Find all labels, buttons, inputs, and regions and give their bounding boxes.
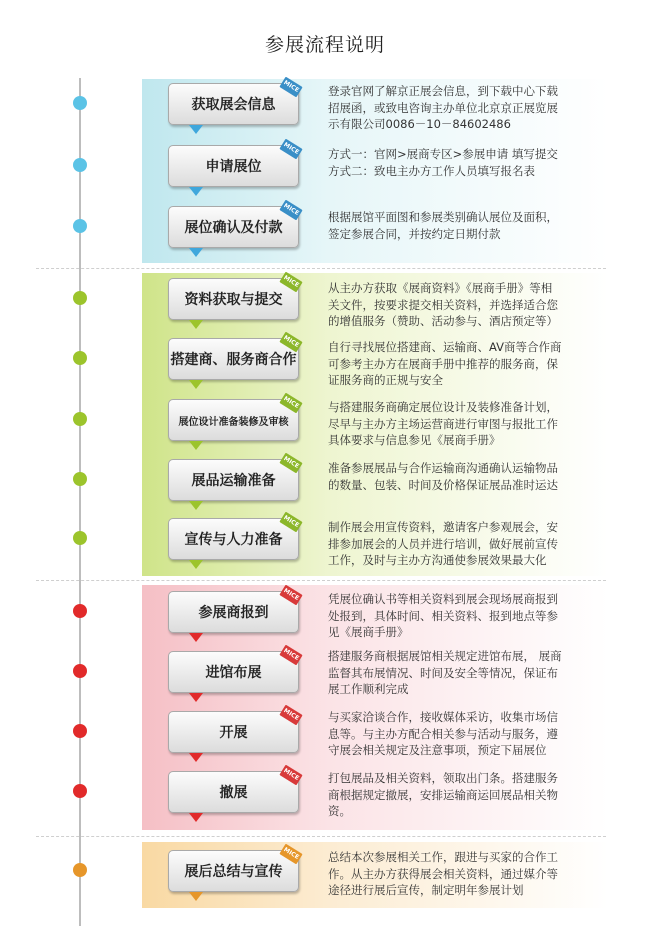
phase-divider xyxy=(36,268,606,269)
step-label: 资料获取与提交 xyxy=(184,292,283,308)
down-arrow-icon xyxy=(189,892,203,901)
step-label: 展后总结与宣传 xyxy=(184,864,283,880)
timeline-dot xyxy=(73,604,87,618)
mice-tag-icon: MICE xyxy=(279,512,302,533)
timeline-dot xyxy=(73,531,87,545)
mice-tag-icon: MICE xyxy=(279,705,302,726)
mice-tag-icon: MICE xyxy=(279,139,302,160)
timeline-dot xyxy=(73,291,87,305)
step-description: 从主办方获取《展商资料》《展商手册》等相 关文件，按要求提交相关资料，并选择适合您 的增值服务（赞助、活动参与、酒店预定等） xyxy=(328,281,558,328)
step-label: 宣传与人力准备 xyxy=(184,532,283,548)
down-arrow-icon xyxy=(189,125,203,134)
timeline-dot xyxy=(73,219,87,233)
page-title: 参展流程说明 xyxy=(264,34,385,56)
step-box[interactable] xyxy=(168,141,301,187)
timeline-dot xyxy=(73,863,87,877)
timeline-dot xyxy=(73,351,87,365)
step-description: 方式一：官网>展商专区>参展申请 填写提交 方式二：致电主办方工作人员填写报名表 xyxy=(328,147,558,178)
mice-tag-icon: MICE xyxy=(279,77,302,98)
mice-tag-icon: MICE xyxy=(279,453,302,474)
step-label: 开展 xyxy=(219,725,248,741)
down-arrow-icon xyxy=(189,380,203,389)
mice-tag-icon: MICE xyxy=(279,645,302,666)
mice-tag-icon: MICE xyxy=(279,844,302,865)
step-label: 进馆布展 xyxy=(205,665,262,681)
step-label: 参展商报到 xyxy=(198,605,269,621)
down-arrow-icon xyxy=(189,501,203,510)
step-description: 制作展会用宣传资料，邀请客户参观展会，安 排参加展会的人员并进行培训，做好展前宣传 工作，及时与主办方沟通使参展效果最大化 xyxy=(328,520,558,567)
step-description: 登录官网了解京正展会信息，到下载中心下载 招展函，或致电咨询主办单位北京京正展览展 示有限公司0086－10－84602486 xyxy=(328,84,558,131)
down-arrow-icon xyxy=(189,187,203,196)
mice-tag-icon: MICE xyxy=(279,200,302,221)
mice-tag-icon: MICE xyxy=(279,272,302,293)
step-box[interactable] xyxy=(168,846,301,892)
step-description: 与搭建服务商确定展位设计及装修准备计划， 尽早与主办方主场运营商进行审图与报批工作 具体要求与信息参见《展商手册》 xyxy=(328,400,558,447)
step-box[interactable] xyxy=(168,514,301,560)
down-arrow-icon xyxy=(189,753,203,762)
step-label: 展位确认及付款 xyxy=(184,220,283,236)
step-box[interactable] xyxy=(168,707,301,753)
step-box[interactable] xyxy=(168,455,301,501)
step-label: 展位设计准备装修及审核 xyxy=(178,416,289,428)
step-description: 凭展位确认书等相关资料到展会现场展商报到 处报到，具体时间、相关资料、报到地点等参 见《展商手册》 xyxy=(328,592,558,639)
down-arrow-icon xyxy=(189,441,203,450)
timeline-line xyxy=(79,78,81,926)
mice-tag-icon: MICE xyxy=(279,765,302,786)
step-description: 打包展品及相关资料，领取出门条。搭建服务 商根据规定撤展，安排运输商运回展品相关物 资。 xyxy=(328,771,558,818)
step-label: 撤展 xyxy=(219,785,248,801)
step-box[interactable] xyxy=(168,767,301,813)
step-label: 展品运输准备 xyxy=(191,473,276,489)
timeline-dot xyxy=(73,724,87,738)
down-arrow-icon xyxy=(189,248,203,257)
down-arrow-icon xyxy=(189,560,203,569)
phase-divider xyxy=(36,580,606,581)
step-box[interactable] xyxy=(168,334,301,380)
step-description: 总结本次参展相关工作，跟进与买家的合作工 作。从主办方获得展会相关资料，通过媒介等 途径进行展后宣传，制定明年参展计划 xyxy=(328,850,558,897)
step-box[interactable] xyxy=(168,395,301,441)
timeline-dot xyxy=(73,472,87,486)
down-arrow-icon xyxy=(189,633,203,642)
step-description: 与买家洽谈合作，接收媒体采访，收集市场信 息等。与主办方配合相关参与活动与服务，遵 守展会相关规定及注意事项，预定下届展位 xyxy=(328,710,558,757)
timeline-dot xyxy=(73,412,87,426)
down-arrow-icon xyxy=(189,693,203,702)
mice-tag-icon: MICE xyxy=(279,332,302,353)
step-description: 搭建服务商根据展馆相关规定进馆布展， 展商 监督其布展情况、时间及安全等情况，保证布 展工作顺利完成 xyxy=(328,649,562,696)
mice-tag-icon: MICE xyxy=(279,585,302,606)
step-box[interactable] xyxy=(168,647,301,693)
down-arrow-icon xyxy=(189,813,203,822)
step-description: 自行寻找展位搭建商、运输商、AV商等合作商 可参考主办方在展商手册中推荐的服务商，保 证服务商的正规与安全 xyxy=(328,340,562,387)
step-box[interactable] xyxy=(168,79,301,125)
down-arrow-icon xyxy=(189,320,203,329)
step-box[interactable] xyxy=(168,274,301,320)
step-description: 根据展馆平面图和参展类别确认展位及面积， 签定参展合同，并按约定日期付款 xyxy=(328,210,558,241)
step-label: 搭建商、服务商合作 xyxy=(170,352,297,368)
phase-divider xyxy=(36,836,606,837)
step-label: 获取展会信息 xyxy=(191,97,276,113)
timeline-dot xyxy=(73,784,87,798)
timeline-dot xyxy=(73,664,87,678)
step-description: 准备参展展品与合作运输商沟通确认运输物品 的数量、包装、时间及价格保证展品准时运达 xyxy=(328,461,558,492)
step-box[interactable] xyxy=(168,202,301,248)
mice-tag-icon: MICE xyxy=(279,393,302,414)
timeline-dot xyxy=(73,158,87,172)
timeline-dot xyxy=(73,96,87,110)
step-box[interactable] xyxy=(168,587,301,633)
step-label: 申请展位 xyxy=(205,159,262,175)
